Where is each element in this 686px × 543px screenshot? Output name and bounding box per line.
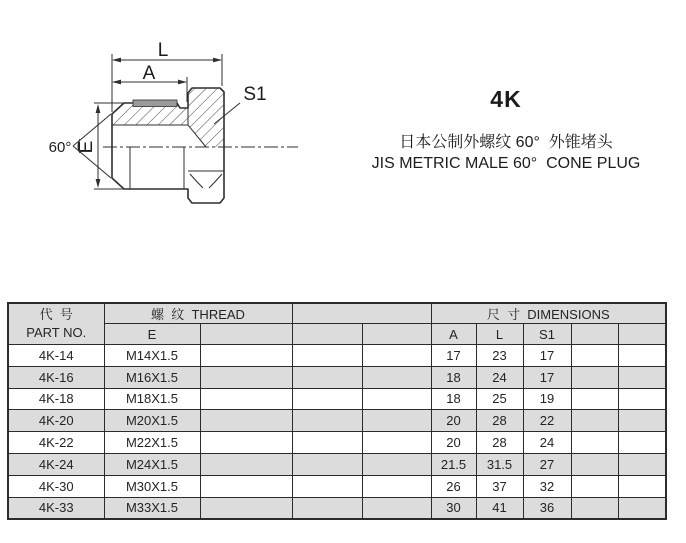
- part-no-cell: 4K-16: [8, 366, 104, 388]
- table-row: [8, 345, 666, 367]
- empty-header-cell: [292, 324, 362, 345]
- thread-e-cell: M24X1.5: [104, 453, 200, 475]
- empty-cell: [618, 345, 666, 367]
- thread-e-cell: M16X1.5: [104, 366, 200, 388]
- dim-s1-cell: 24: [523, 432, 571, 454]
- table-row: [8, 475, 666, 497]
- product-header: [336, 86, 676, 174]
- empty-cell: [362, 432, 431, 454]
- empty-cell: [362, 453, 431, 475]
- dim-s1-cell: 17: [523, 345, 571, 367]
- thread-e-cell: M14X1.5: [104, 345, 200, 367]
- empty-cell: [362, 497, 431, 519]
- dim-s1-cell: 32: [523, 475, 571, 497]
- table-row: [8, 432, 666, 454]
- product-code: 4K: [490, 86, 522, 112]
- header-spacer: [292, 303, 431, 324]
- empty-cell: [200, 475, 292, 497]
- empty-cell: [292, 432, 362, 454]
- dim-s1-cell: 22: [523, 410, 571, 432]
- header-col-e: E: [104, 324, 200, 345]
- dim-l-cell: 23: [476, 345, 523, 367]
- empty-cell: [571, 475, 618, 497]
- dim-l-cell: 25: [476, 388, 523, 410]
- dim-label-l: L: [157, 40, 169, 61]
- dim-a-cell: 26: [431, 475, 476, 497]
- empty-cell: [200, 366, 292, 388]
- dim-label-s1: S1: [243, 84, 267, 105]
- empty-cell: [292, 453, 362, 475]
- empty-cell: [292, 410, 362, 432]
- empty-cell: [571, 432, 618, 454]
- part-no-cell: 4K-33: [8, 497, 104, 519]
- empty-cell: [362, 410, 431, 432]
- empty-header-cell: [362, 324, 431, 345]
- empty-cell: [618, 475, 666, 497]
- product-title-en: JIS METRIC MALE 60° CONE PLUG: [371, 155, 641, 172]
- section-hatching: [112, 88, 224, 147]
- table-row: [8, 410, 666, 432]
- dim-l-cell: 31.5: [476, 453, 523, 475]
- header-col-s1: S1: [523, 324, 571, 345]
- empty-cell: [292, 345, 362, 367]
- dim-a-cell: 21.5: [431, 453, 476, 475]
- table-row: [8, 366, 666, 388]
- dim-a-cell: 18: [431, 366, 476, 388]
- thread-e-cell: M33X1.5: [104, 497, 200, 519]
- dim-a-cell: 20: [431, 410, 476, 432]
- empty-cell: [292, 475, 362, 497]
- empty-cell: [618, 432, 666, 454]
- empty-cell: [571, 345, 618, 367]
- thread-e-cell: M22X1.5: [104, 432, 200, 454]
- header-part-no-cn: 代 号: [39, 307, 73, 322]
- part-no-cell: 4K-22: [8, 432, 104, 454]
- empty-cell: [571, 453, 618, 475]
- thread-e-cell: M30X1.5: [104, 475, 200, 497]
- table-header: [8, 303, 666, 345]
- dim-s1-cell: 19: [523, 388, 571, 410]
- part-no-cell: 4K-18: [8, 388, 104, 410]
- dim-s1-cell: 27: [523, 453, 571, 475]
- part-no-cell: 4K-24: [8, 453, 104, 475]
- dim-l-cell: 28: [476, 410, 523, 432]
- dim-l-cell: 24: [476, 366, 523, 388]
- thread-e-cell: M18X1.5: [104, 388, 200, 410]
- empty-cell: [200, 453, 292, 475]
- empty-cell: [362, 345, 431, 367]
- empty-cell: [292, 388, 362, 410]
- header-col-a: A: [431, 324, 476, 345]
- empty-cell: [362, 475, 431, 497]
- empty-cell: [200, 432, 292, 454]
- dim-label-a: A: [142, 63, 156, 84]
- table-row: [8, 453, 666, 475]
- empty-cell: [200, 388, 292, 410]
- dimensions-table: [7, 302, 667, 520]
- thread-e-cell: M20X1.5: [104, 410, 200, 432]
- empty-cell: [571, 410, 618, 432]
- product-title-cn: 日本公制外螺纹 60° 外锥堵头: [399, 134, 613, 151]
- empty-cell: [292, 497, 362, 519]
- header-col-l: L: [476, 324, 523, 345]
- dim-label-e: E: [76, 140, 98, 154]
- empty-cell: [571, 366, 618, 388]
- product-titles: [336, 132, 676, 174]
- dim-s1-cell: 17: [523, 366, 571, 388]
- empty-cell: [618, 453, 666, 475]
- empty-header-cell: [618, 324, 666, 345]
- dim-l-cell: 41: [476, 497, 523, 519]
- empty-cell: [200, 345, 292, 367]
- empty-cell: [571, 497, 618, 519]
- table-body: [8, 345, 666, 520]
- dim-label-angle: 60°: [48, 139, 72, 156]
- empty-cell: [200, 410, 292, 432]
- empty-cell: [618, 388, 666, 410]
- dim-l-cell: 28: [476, 432, 523, 454]
- thread-crest-band: [133, 100, 177, 107]
- header-part-no-en: PART NO.: [26, 325, 87, 340]
- part-no-cell: 4K-14: [8, 345, 104, 367]
- technical-drawing: [0, 0, 350, 250]
- table-row: [8, 388, 666, 410]
- header-part-no: [8, 303, 104, 345]
- empty-cell: [200, 497, 292, 519]
- dim-a-cell: 17: [431, 345, 476, 367]
- part-no-cell: 4K-30: [8, 475, 104, 497]
- header-dimensions: 尺 寸 DIMENSIONS: [431, 303, 666, 324]
- dim-s1-cell: 36: [523, 497, 571, 519]
- empty-cell: [362, 366, 431, 388]
- empty-cell: [362, 388, 431, 410]
- table-row: [8, 497, 666, 519]
- header-thread: 螺 纹 THREAD: [104, 303, 292, 324]
- dim-a-cell: 30: [431, 497, 476, 519]
- empty-cell: [292, 366, 362, 388]
- dim-l-cell: 37: [476, 475, 523, 497]
- empty-header-cell: [571, 324, 618, 345]
- empty-cell: [618, 410, 666, 432]
- dim-a-cell: 20: [431, 432, 476, 454]
- dim-a-cell: 18: [431, 388, 476, 410]
- empty-header-cell: [200, 324, 292, 345]
- empty-cell: [618, 366, 666, 388]
- empty-cell: [618, 497, 666, 519]
- empty-cell: [571, 388, 618, 410]
- part-no-cell: 4K-20: [8, 410, 104, 432]
